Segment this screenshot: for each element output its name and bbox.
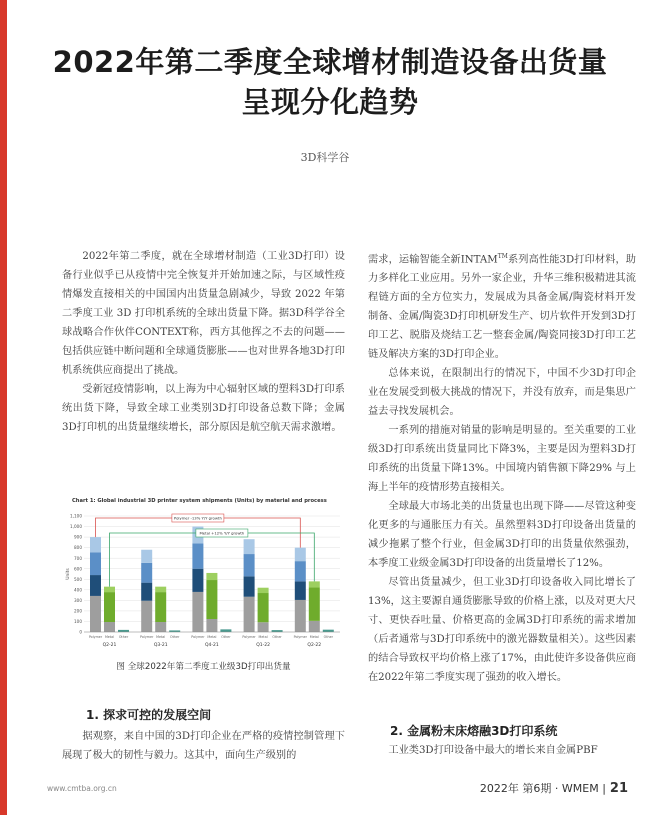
y-tick-label: 500 — [74, 576, 82, 582]
x-material-label: Metal — [309, 635, 319, 639]
article-author: 3D科学谷 — [300, 151, 350, 164]
x-quarter-label: Q4-21 — [205, 643, 219, 648]
x-material-label: Polymer — [191, 635, 205, 639]
bar-polymer-segment — [295, 561, 306, 581]
bar-other — [118, 630, 129, 632]
text-run: 需求，运输智能全新INTAM — [368, 254, 498, 266]
trademark-mark: TM — [497, 253, 508, 260]
x-material-label: Other — [272, 635, 282, 639]
y-tick-label: 800 — [74, 545, 82, 551]
bar-polymer-segment — [90, 575, 101, 596]
bar-metal-segment — [155, 592, 166, 622]
y-tick-label: 1,000 — [70, 524, 82, 530]
bar-polymer-segment — [295, 581, 306, 600]
x-material-label: Polymer — [88, 635, 103, 639]
y-axis-label: Units — [66, 568, 71, 580]
y-tick-label: 300 — [74, 597, 82, 603]
bar-polymer-segment — [192, 569, 203, 592]
paragraph — [368, 247, 636, 364]
bar-metal-segment — [104, 592, 115, 622]
x-quarter-label: Q3-21 — [153, 643, 168, 648]
bar-other — [323, 630, 334, 632]
x-material-label: Metal — [207, 635, 217, 639]
bar-metal-segment — [258, 593, 269, 622]
y-tick-label: 0 — [79, 629, 82, 635]
x-quarter-label: Q2-22 — [307, 643, 322, 648]
bar-polymer-segment — [244, 597, 255, 632]
x-material-label: Metal — [156, 635, 166, 639]
bar-polymer-segment — [295, 600, 306, 632]
page-number: 21 — [609, 781, 628, 796]
bar-other — [220, 629, 231, 632]
x-material-label: Metal — [258, 635, 268, 639]
bar-polymer-segment — [90, 596, 101, 632]
bar-polymer-segment — [244, 554, 255, 576]
article-title-line1: 2022年第二季度全球增材制造设备出货量 — [52, 45, 608, 79]
shipments-chart — [64, 492, 345, 680]
paragraph: 工业类3D打印设备中最大的增长来自金属PBF — [388, 745, 598, 756]
polymer-growth-label: Polymer -13% Y/Y growth — [173, 515, 222, 521]
bar-metal-segment — [206, 573, 217, 580]
y-tick-label: 600 — [74, 566, 82, 572]
bar-metal-segment — [206, 619, 217, 632]
bar-polymer-segment — [192, 592, 203, 632]
x-material-label: Polymer — [242, 635, 256, 639]
x-material-label: Other — [118, 635, 129, 639]
x-material-label: Polymer — [140, 635, 154, 639]
bar-polymer-segment — [244, 576, 255, 596]
x-quarter-label: Q2-21 — [102, 643, 117, 648]
y-tick-label: 1,100 — [70, 513, 82, 519]
chart-caption: 图 全球2022年第二季度工业级3D打印出货量 — [116, 662, 291, 672]
right-column — [368, 247, 636, 687]
section-heading-2: 2. 金属粉末床熔融3D打印系统 — [390, 724, 558, 738]
bar-metal-segment — [155, 587, 166, 592]
y-tick-label: 200 — [74, 608, 82, 614]
right-column-continued — [368, 741, 636, 760]
paragraph: 2022年第二季度，就在全球增材制造（工业3D打印）设备行业似乎已从疫情中完全恢复并开始加速之际，与区域性疫情爆发直接相关的中国国内出货量急剧减少，导致 2022 年第二季度工业 3D 打印机系统的全球出货量下降。据3D科学谷全球战略合作伙伴CONTEXT称，西方其他挥之不去的问题——包括供应链中断问题和全球通货膨胀——也对世界各地3D打印机系统供应商提出了挑战。 — [62, 251, 345, 376]
left-column-continued — [62, 727, 345, 765]
y-tick-label: 900 — [74, 534, 82, 540]
footer-issue: 2022年 第6期 · WMEM | 21 — [479, 781, 628, 796]
bar-polymer-segment — [295, 548, 306, 561]
bar-metal-segment — [309, 587, 320, 620]
paragraph: 尽管出货量减少，但工业3D打印设备收入同比增长了13%，这主要源自通货膨胀导致的价格上涨，以及对更大尺寸、更快吞吐量、价格更高的金属3D打印系统的需求增加（后者通常与3D打印系统中的激光器数量相关）。这些因素的结合导致权平均价格上涨了17%，由此使许多设备供应商在2022年第二季度实现了强劲的收入增长。 — [368, 577, 636, 684]
footer-url: www.cmtba.org.cn — [47, 784, 117, 793]
bar-metal-segment — [155, 622, 166, 632]
y-tick-label: 400 — [74, 587, 82, 593]
x-material-label: Other — [170, 635, 180, 639]
bar-metal-segment — [309, 621, 320, 632]
left-column — [62, 247, 345, 437]
x-material-label: Polymer — [293, 635, 307, 639]
article-title-line2: 呈现分化趋势 — [241, 85, 419, 119]
section-heading-1: 1. 探求可控的发展空间 — [86, 708, 212, 722]
metal-growth-label: Metal +12% Y/Y growth — [199, 530, 245, 536]
bar-metal-segment — [309, 581, 320, 587]
paragraph: 全球最大市场北美的出货量也出现下降——尽管这种变化更多的与通胀压力有关。虽然塑料3D打印设备出货量的减少拖累了整个行业，但金属3D打印的出货量依然强劲，本季度工业级金属3D打印设备的出货量增长了12%。 — [368, 501, 636, 570]
bar-polymer-segment — [141, 601, 152, 632]
y-tick-label: 700 — [74, 555, 82, 561]
bar-polymer-segment — [141, 583, 152, 601]
x-material-label: Other — [221, 635, 231, 639]
bar-polymer-segment — [90, 537, 101, 552]
text-run: 系列高性能3D打印材料，助力多样化工业应用。另外一家企业，升华三维积极精进其流程链方面的全方位实力，发展成为具备金属/陶瓷材料开发制备、金属/陶瓷3D打印机研发生产、切片软件开发到3D打印工艺、脱脂及烧结工艺一整套金属/陶瓷同接3D打印工艺链及解决方案的3D打印企业。 — [368, 254, 636, 361]
paragraph: 总体来说，在限制出行的情况下，中国不少3D打印企业在发展受到极大挑战的情况下，并没有放弃，而是集思广益去寻找发展机会。 — [368, 368, 636, 418]
x-quarter-label: Q1-22 — [256, 643, 270, 648]
bar-metal-segment — [104, 622, 115, 632]
paragraph: 据观察，来自中国的3D打印企业在严格的疫情控制管理下展现了极大的韧性与毅力。这其中，面向生产级别的 — [62, 731, 345, 761]
bar-metal-segment — [258, 588, 269, 593]
bar-polymer-segment — [90, 552, 101, 575]
paragraph: 一系列的措施对销量的影响是明显的。至关重要的工业级3D打印系统出货量同比下降3%，主要是因为塑料3D打印系统的出货量下降13%。中国境内销售额下降29% 与上海上半年的疫情形势直接相关。 — [368, 425, 636, 494]
bar-metal-segment — [258, 622, 269, 632]
bar-polymer-segment — [192, 543, 203, 568]
y-tick-label: 100 — [74, 619, 82, 625]
bar-polymer-segment — [244, 539, 255, 554]
bar-metal-segment — [206, 580, 217, 619]
paragraph: 受新冠疫情影响，以上海为中心辐射区域的塑料3D打印系统出货下降，导致全球工业类别3D打印设备总数下降；金属3D打印机的出货量继续增长，部分原因是航空航天需求激增。 — [62, 384, 345, 433]
page-edge-bar — [0, 0, 7, 815]
x-material-label: Metal — [104, 635, 115, 639]
footer-issue-text: 2022年 第6期 · WMEM — [479, 782, 599, 795]
bar-polymer-segment — [141, 550, 152, 563]
chart-title: Chart 1: Global industrial 3D printer system shipments (Units) by material and process — [72, 498, 327, 504]
bar-metal-segment — [104, 587, 115, 592]
bar-polymer-segment — [141, 563, 152, 583]
x-material-label: Other — [323, 635, 333, 639]
